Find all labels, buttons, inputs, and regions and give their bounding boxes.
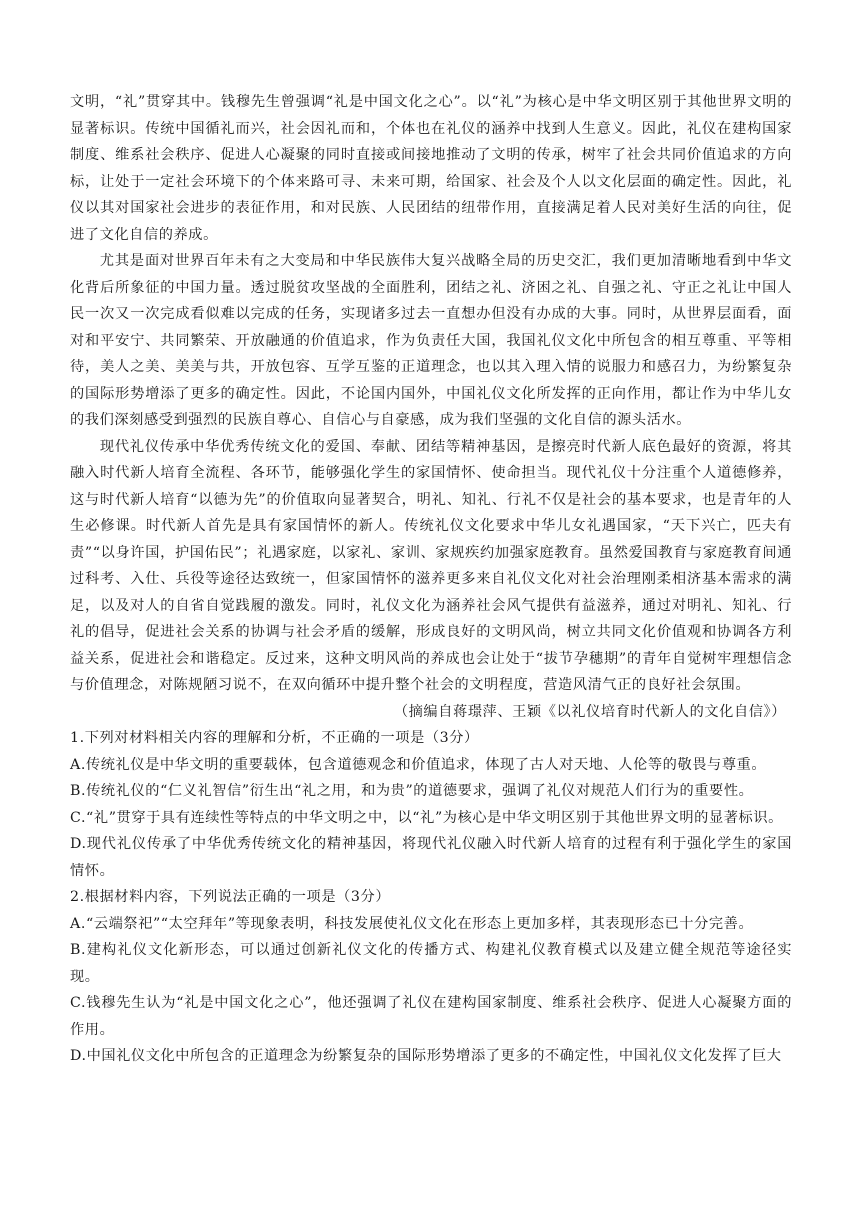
option-a: A.“云端祭祀”“太空拜年”等现象表明，科技发展使礼仪文化在形态上更加多样，其表现形态已十分完善。 [70, 915, 754, 932]
question-stem: 1.下列对材料相关内容的理解和分析，不正确的一项是（3分） [70, 730, 479, 746]
option-a: A.传统礼仪是中华文明的重要载体，包含道德观念和价值追求，体现了古人对天地、人伦等的敬畏与尊重。 [70, 756, 767, 773]
option-b: B.传统礼仪的“仁义礼智信”衍生出“礼之用，和为贵”的道德要求，强调了礼仪对规范人们行为的重要性。 [70, 783, 754, 799]
passage-paragraph-3: 现代礼仪传承中华优秀传统文化的爱国、奉献、团结等精神基因，是擦亮时代新人底色最好的资源，将其融入时代新人培育全流程、各环节，能够强化学生的家国情怀、使命担当。现代礼仪十分注重个人道德修养，这与时代新人培育“以德为先”的价值取向显著契合，明礼、知礼、行礼不仅是社会的基本要求，也是青年的人生必修课。时代新人首先是具有家国情怀的新人。传统礼仪文化要求中华儿女礼遇国家，“天下兴亡，匹夫有责”“以身许国，护国佑民”；礼遇家庭，以家礼、家训、家规疾约加强家庭教育。虽然爱国教育与家庭教育间通过科考、入仕、兵役等途径达致统一，但家国情怀的滋养更多来自礼仪文化对社会治理刚柔相济基本需求的满足，以及对人的自省自觉践履的激发。同时，礼仪文化为涵养社会风气提供有益滋养，通过对明礼、知礼、行礼的倡导，促进社会关系的协调与社会矛盾的缓解，形成良好的文明风尚，树立共同文化价值观和协调各方利益关系，促进社会和谐稳定。反过来，这种文明风尚的养成也会让处于“拔节孕穗期”的青年自觉树牢理想信念与价值理念，对陈规陋习说不，在双向循环中提升整个社会的文明程度，营造风清气正的良好社会氛围。 [70, 438, 792, 693]
passage [70, 89, 792, 725]
option-b: B.建构礼仪文化新形态，可以通过创新礼仪文化的传播方式、构建礼仪教育模式以及建立健全规范等途径实现。 [70, 942, 792, 985]
option-d: D.中国礼仪文化中所包含的正道理念为纷繁复杂的国际形势增添了更多的不确定性，中国礼仪文化发挥了巨大 [70, 1048, 782, 1064]
passage-paragraph-2: 尤其是面对世界百年未有之大变局和中华民族伟大复兴战略全局的历史交汇，我们更加清晰地看到中华文化背后所象征的中国力量。透过脱贫攻坚战的全面胜利，团结之礼、济困之礼、自强之礼、守正之礼让中国人民一次又一次完成看似难以完成的任务，实现诸多过去一直想办但没有办成的大事。同时，从世界层面看，面对和平安宁、共同繁荣、开放融通的价值追求，作为负责任大国，我国礼仪文化中所包含的相互尊重、平等相待，美人之美、美美与共，开放包容、互学互鉴的正道理念，也以其入理入情的说服力和感召力，为纷繁复杂的国际形势增添了更多的确定性。因此，不论国内国外，中国礼仪文化所发挥的正向作用，都让作为中华儿女的我们深刻感受到强烈的民族自尊心、自信心与自豪感，成为我们坚强的文化自信的源头活水。 [70, 253, 792, 428]
option-c: C.钱穆先生认为“礼是中国文化之心”，他还强调了礼仪在建构国家制度、维系社会秩序、促进人心凝聚方面的作用。 [70, 995, 792, 1038]
question-1 [70, 725, 792, 884]
option-c: C.“礼”贯穿于具有连续性等特点的中华文明之中，以“礼”为核心是中华文明区别于其他世界文明的显著标识。 [70, 809, 783, 826]
question-stem: 2.根据材料内容，下列说法正确的一项是（3分） [70, 889, 391, 905]
question-2 [70, 884, 792, 1070]
passage-source: （摘编自蒋璟萍、王颖《以礼仪培育时代新人的文化自信》） [393, 703, 786, 720]
option-d: D.现代礼仪传承了中华优秀传统文化的精神基因，将现代礼仪融入时代新人培育的过程有利于强化学生的家国情怀。 [70, 836, 792, 879]
exam-page [70, 89, 792, 1070]
passage-paragraph-1: 文明，“礼”贯穿其中。钱穆先生曾强调“礼是中国文化之心”。以“礼”为核心是中华文明区别于其他世界文明的显著标识。传统中国循礼而兴，社会因礼而和，个体也在礼仪的涵养中找到人生意义。因此，礼仪在建构国家制度、维系社会秩序、促进人心凝聚的同时直接或间接地推动了文明的传承，树牢了社会共同价值追求的方向标，让处于一定社会环境下的个体来路可寻、未来可期，给国家、社会及个人以文化层面的确定性。因此，礼仪以其对国家社会进步的表征作用，和对民族、人民团结的纽带作用，直接满足着人民对美好生活的向往，促进了文化自信的养成。 [70, 94, 792, 243]
